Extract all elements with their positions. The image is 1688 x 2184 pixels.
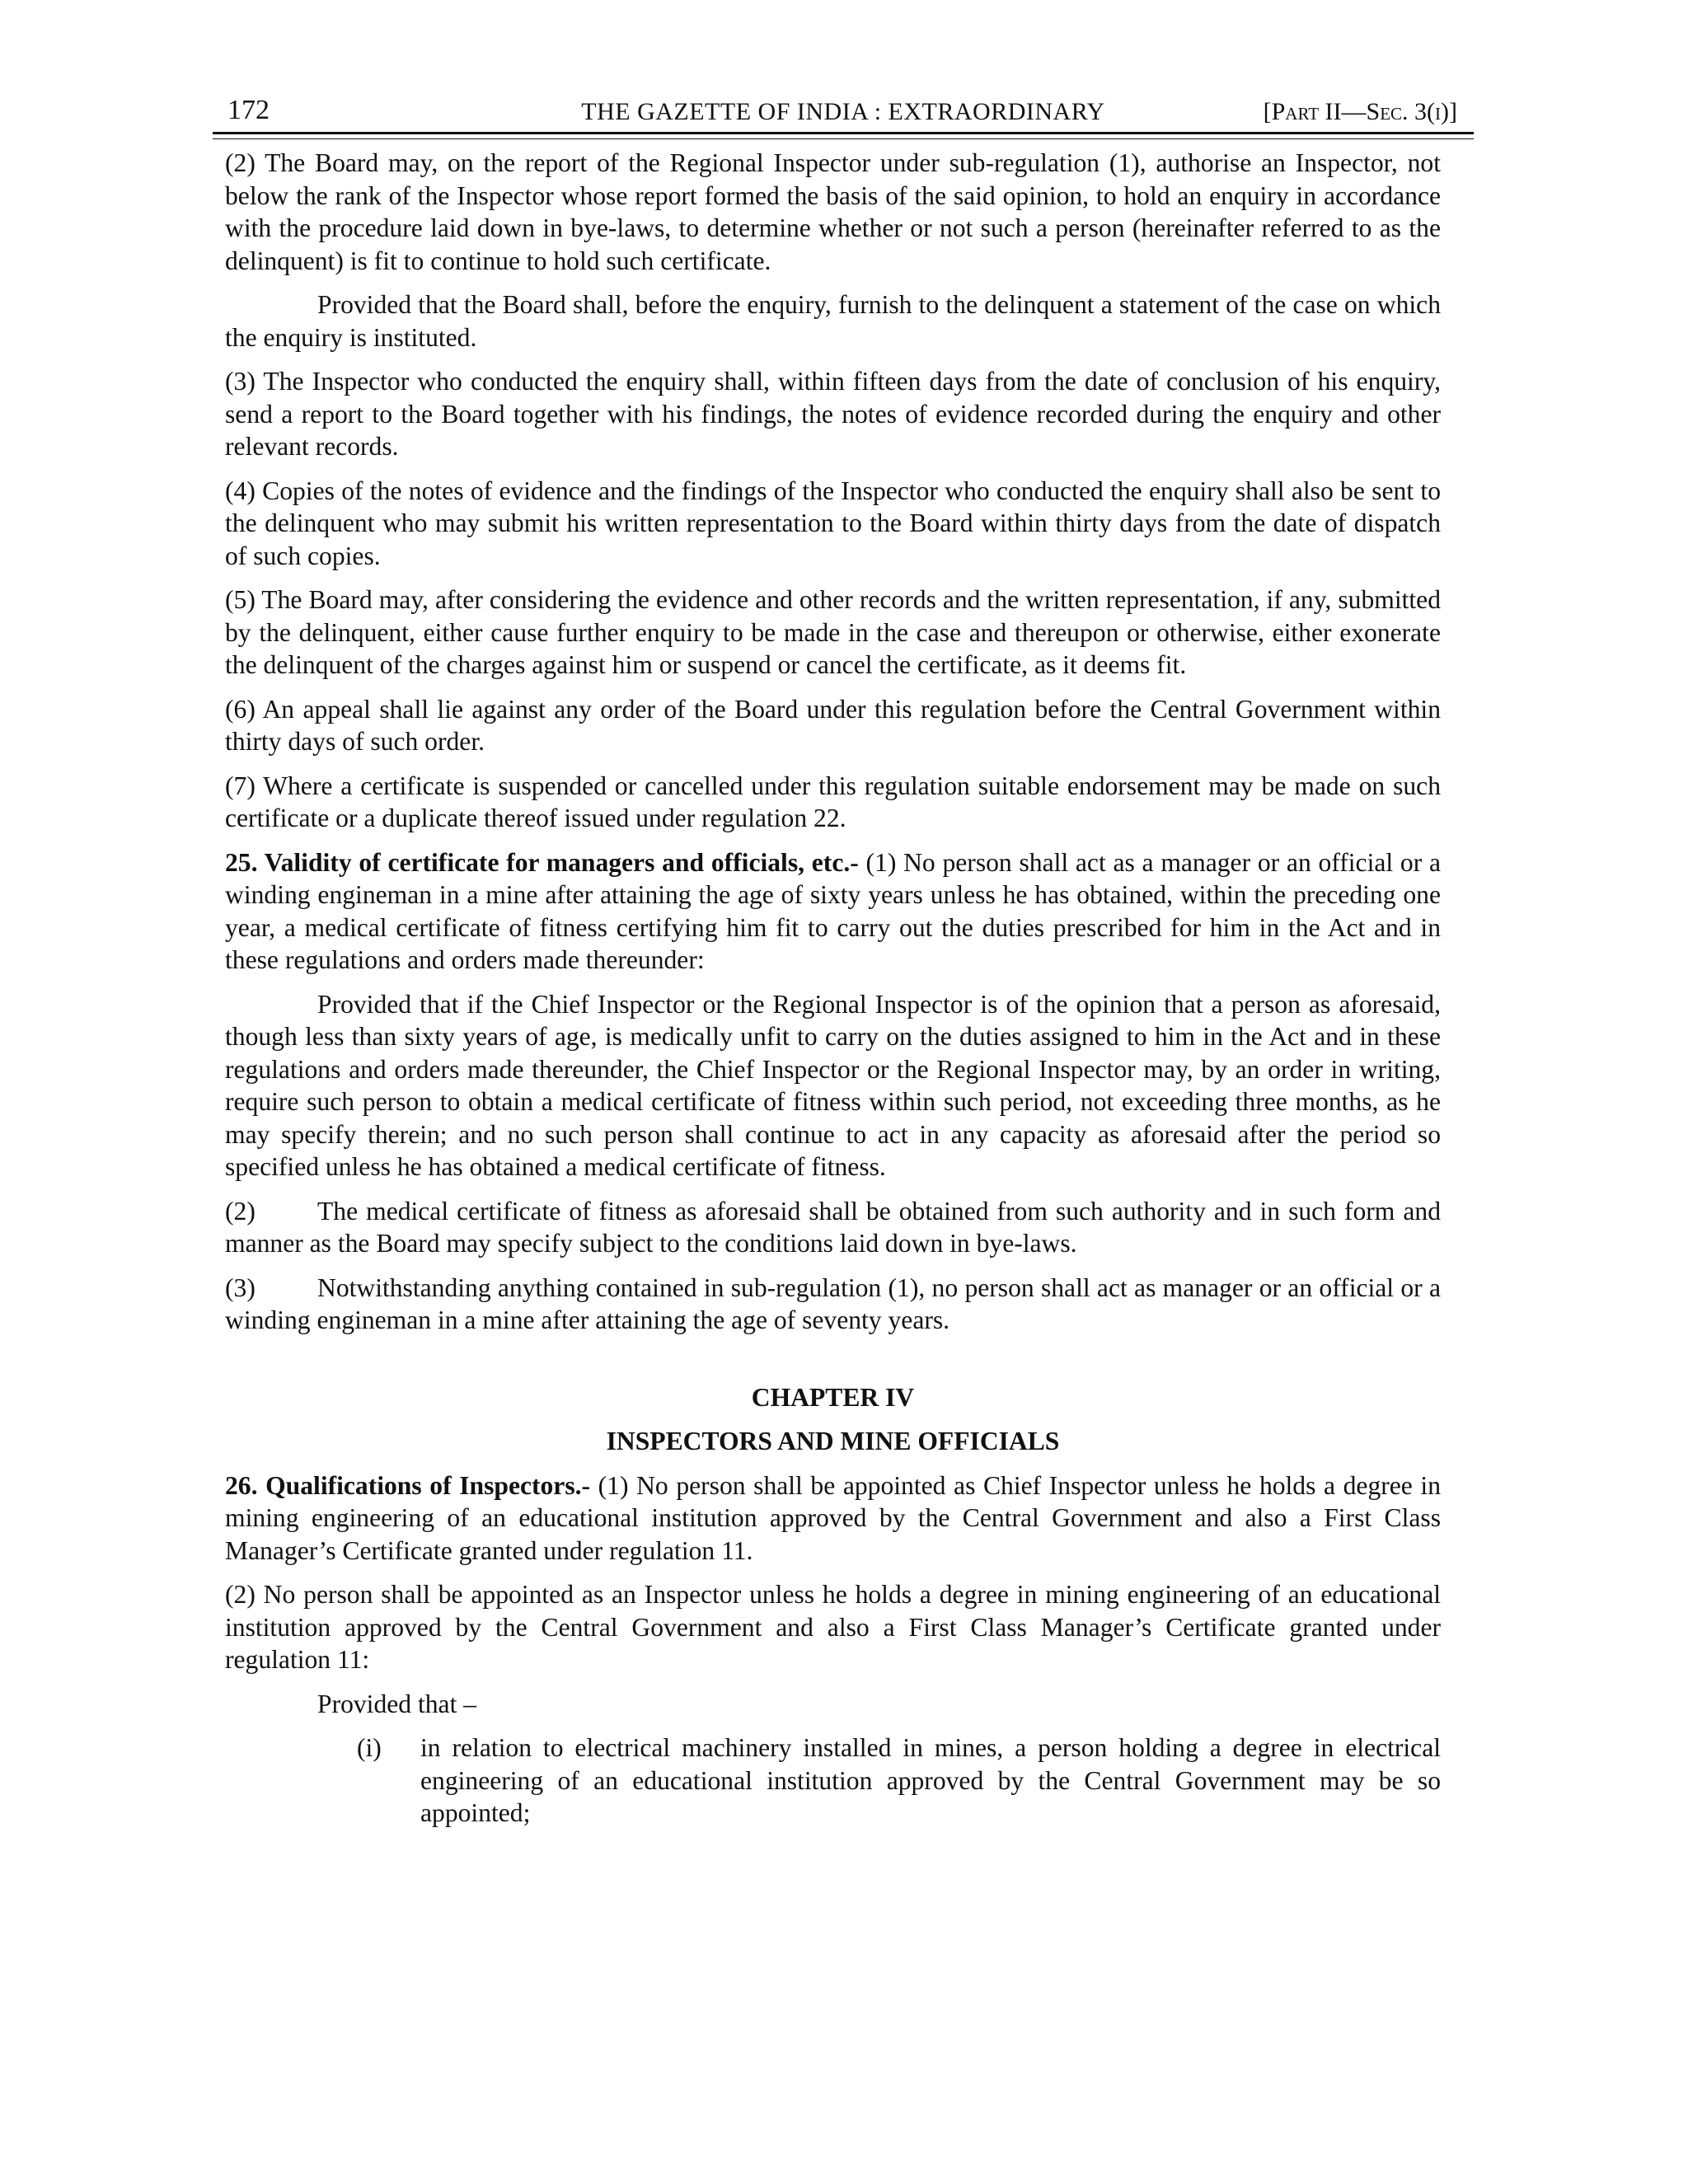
regulation-26-heading: 26. Qualifications of Inspectors.- (225, 1470, 591, 1500)
gazette-title: THE GAZETTE OF INDIA : EXTRAORDINARY (581, 98, 1105, 125)
regulation-25-subregulation-3 (225, 1272, 1441, 1337)
subregulation-4: (4) Copies of the notes of evidence and the findings of the Inspector who conducted the enquiry shall also be sent to the delinquent who may submit his written representation to the Board within thirty days from the date of dispatch of such copies. (225, 476, 1441, 570)
subregulation-2-proviso: Provided that the Board shall, before the enquiry, furnish to the delinquent a statement of the case on which the enquiry is instituted. (225, 290, 1441, 352)
header-rule-thick (213, 132, 1474, 134)
regulation-25-subregulation-2 (225, 1195, 1441, 1260)
regulation-25-sub2-text: The medical certificate of fitness as aforesaid shall be obtained from such authority and in such form and manner as the Board may specify subject to the conditions laid down in bye-laws. (225, 1196, 1441, 1258)
page-body (225, 147, 1441, 1830)
chapter-number: CHAPTER IV (751, 1382, 915, 1412)
clause-i-number: (i) (357, 1733, 382, 1762)
regulation-26-subregulation-2: (2) No person shall be appointed as an Inspector unless he holds a degree in mining engineering of an educational institution approved by the Central Government and also a First Class Manager’s Certificate granted under regulation 11: (225, 1580, 1441, 1674)
regulation-26-text: (1) No person shall be appointed as Chief Inspector unless he holds a degree in mining engineering of an educational institution approved by the Central Government and also a First Class Manager’s Certificate granted under regulation 11. (225, 1470, 1441, 1565)
clause-i-text: in relation to electrical machinery installed in mines, a person holding a degree in electrical engineering of an educational institution approved by the Central Government may be so appointed; (420, 1733, 1441, 1827)
header-rule-thin (213, 138, 1474, 139)
page-number: 172 (227, 95, 270, 125)
regulation-25-sub3-number: (3) (225, 1272, 256, 1302)
regulation-25-sub3-text: Notwithstanding anything contained in sub-regulation (1), no person shall act as manager or an official or a winding engineman in a mine after attaining the age of seventy years. (225, 1272, 1441, 1334)
subregulation-5: (5) The Board may, after considering the evidence and other records and the written representation, if any, submitted by the delinquent, either cause further enquiry to be made in the case and thereupon or otherwise, either exonerate the delinquent of the charges against him or suspend or cancel the certificate, as it deems fit. (225, 585, 1441, 679)
regulation-25-heading: 25. Validity of certificate for managers and officials, etc.- (225, 847, 859, 877)
regulation-26 (225, 1469, 1441, 1568)
subregulation-3: (3) The Inspector who conducted the enquiry shall, within fifteen days from the date of conclusion of his enquiry, send a report to the Board together with his findings, the notes of evidence recorded during the enquiry and other relevant records. (225, 367, 1441, 461)
subregulation-7: (7) Where a certificate is suspended or cancelled under this regulation suitable endorsement may be made on such certificate or a duplicate thereof issued under regulation 22. (225, 771, 1441, 832)
subregulation-2: (2) The Board may, on the report of the Regional Inspector under sub-regulation (1), authorise an Inspector, not below the rank of the Inspector whose report formed the basis of the said opinion, to hold an enquiry in accordance with the procedure laid down in bye-laws, to determine whether or not such a person (hereinafter referred to as the delinquent) is fit to continue to hold such certificate. (225, 148, 1441, 275)
regulation-25-proviso: Provided that if the Chief Inspector or the Regional Inspector is of the opinion that a person as aforesaid, though less than sixty years of age, is medically unfit to carry on the duties assigned to him in the Act and in these regulations and orders made thereunder, the Chief Inspector or the Regional Inspector may, by an order in writing, require such person to obtain a medical certificate of fitness within such period, not exceeding three months, as he may specify therein; and no such person shall continue to act in any capacity as aforesaid after the period so specified unless he has obtained a medical certificate of fitness. (225, 989, 1441, 1181)
regulation-26-clause-i (357, 1732, 1441, 1830)
part-section-label: [Part II—Sec. 3(i)] (1263, 98, 1457, 125)
page-header (213, 91, 1474, 137)
regulation-26-proviso: Provided that – (317, 1689, 477, 1718)
regulation-25-text: (1) No person shall act as a manager or an official or a winding engineman in a mine after attaining the age of sixty years unless he has obtained, within the preceding one year, a medical certificate of fitness certifying him fit to carry out the duties prescribed for him in the Act and in these regulations and orders made thereunder: (225, 847, 1442, 974)
regulation-25-sub2-number: (2) (225, 1196, 256, 1226)
regulation-25 (225, 846, 1441, 977)
chapter-title: INSPECTORS AND MINE OFFICIALS (606, 1427, 1060, 1455)
subregulation-6: (6) An appeal shall lie against any order of the Board under this regulation before the Central Government within thirty days of such order. (225, 694, 1441, 756)
